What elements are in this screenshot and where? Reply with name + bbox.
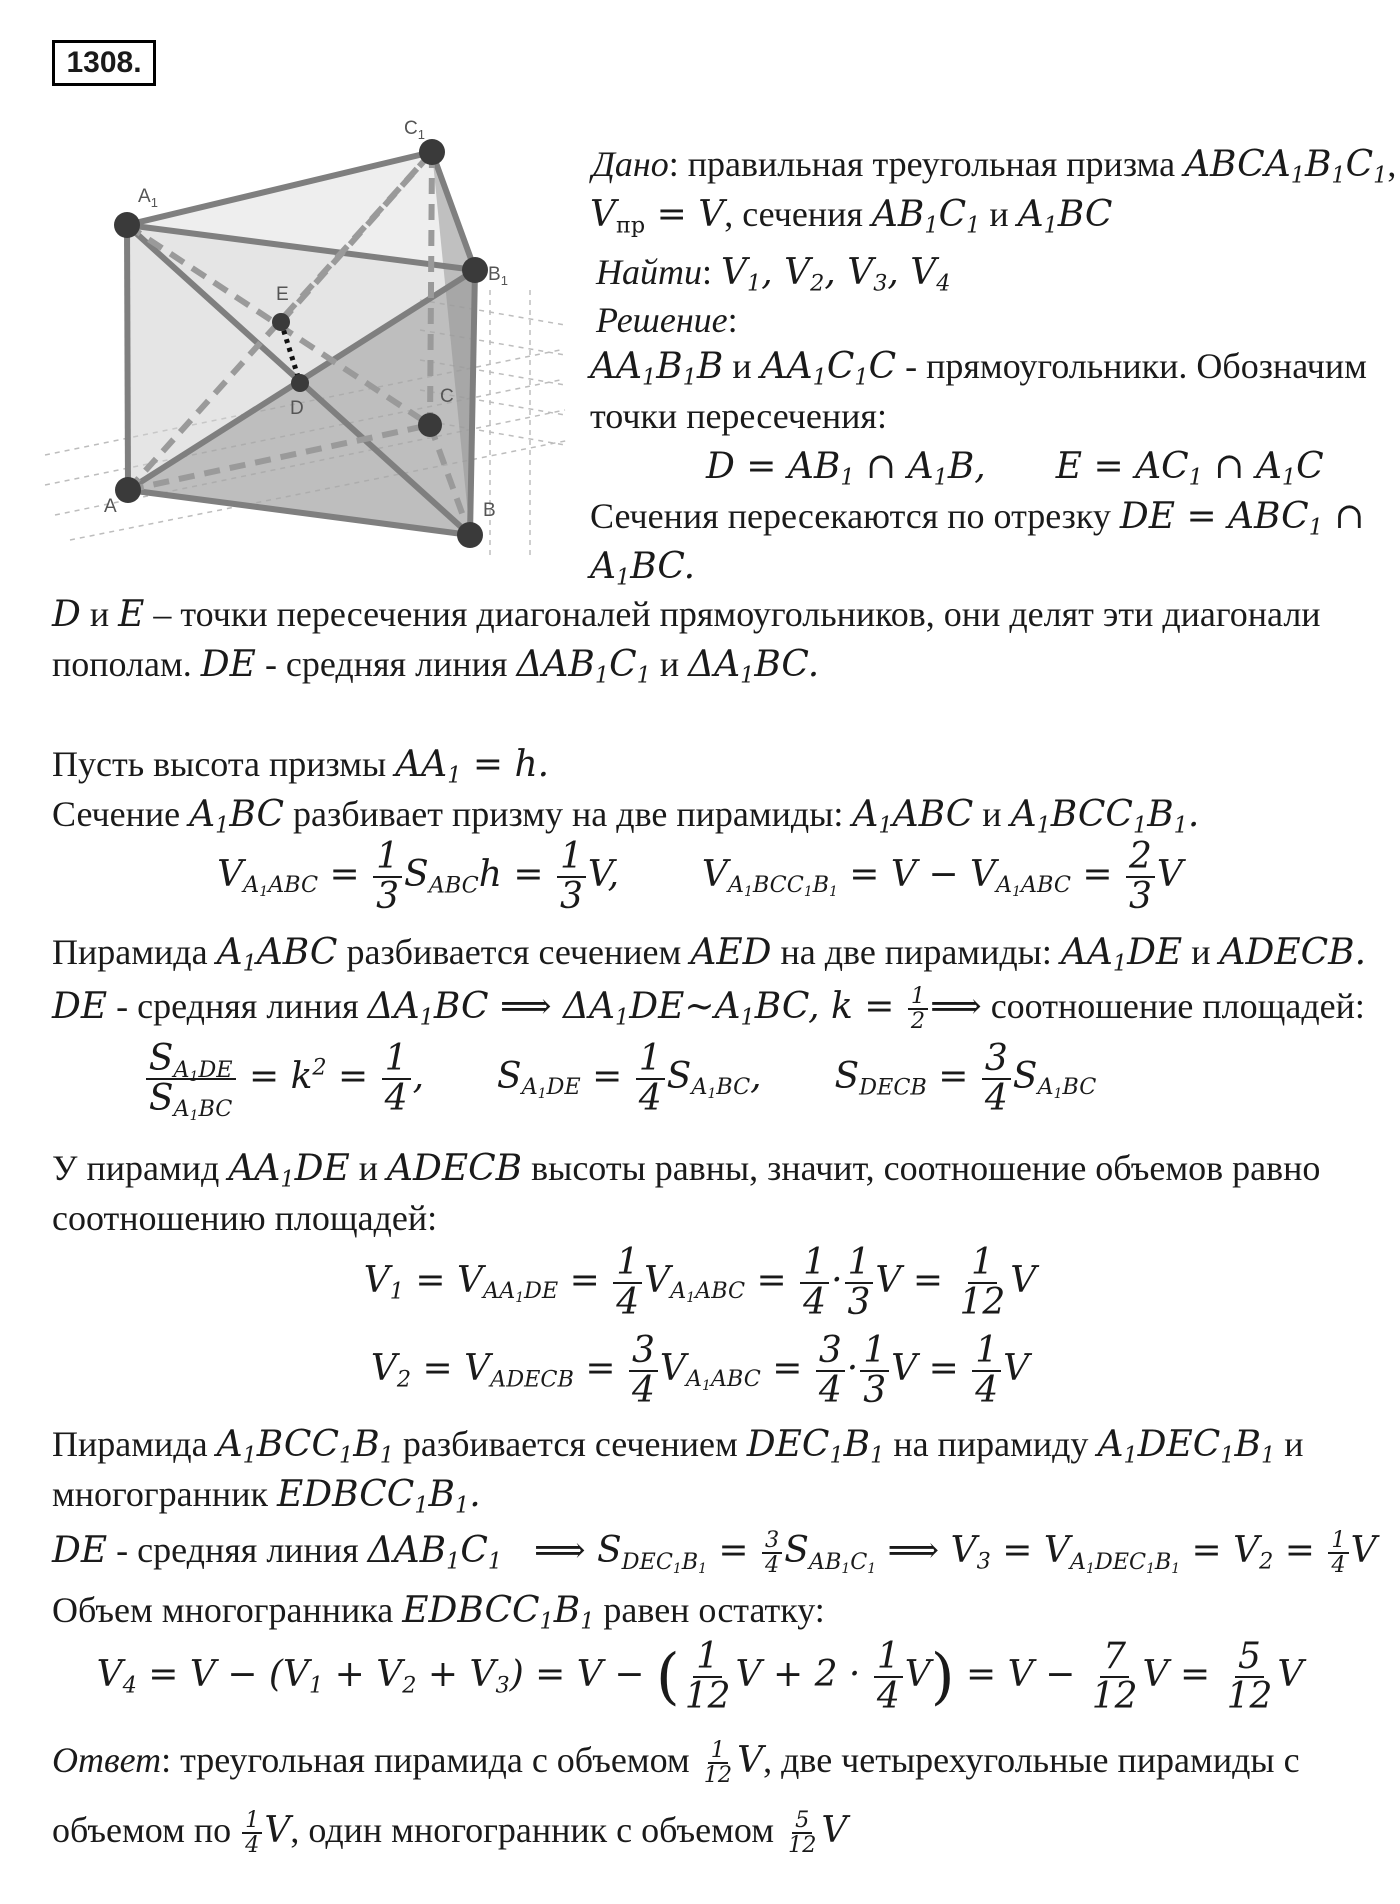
given-label: Дано	[592, 144, 669, 184]
label-a: A	[104, 496, 117, 517]
label-b1: $B_1$	[488, 264, 508, 288]
de-points-line: D и E – точки пересечения диагоналей прямоугольников, они делят эти диагонали	[52, 594, 1321, 635]
midline-line: пополам. DE - средняя линия $\Delta AB_1C_1$ и $\Delta A_1BC$.	[52, 644, 820, 689]
v2-formula: $V_2 = V_{ADECB}$ = $\frac{3}{4}$ $V_{A_1ABC}$ = $\frac{3}{4}$ · $\frac{1}{3}$ V = $\frac{1}{4}$ V	[370, 1330, 1030, 1411]
label-d: D	[290, 398, 304, 419]
v1-formula: $V_1 = V_{AA_1DE}$ = $\frac{1}{4}$ $V_{A_1ABC}$ = $\frac{1}{4}$ · $\frac{1}{3}$ V = $\frac{1}{12}$ V	[363, 1242, 1037, 1323]
ratio-areas-line: соотношению площадей:	[52, 1198, 438, 1238]
answer-line-2: объемом по $\frac{1}{4}$ V, один многогранник с объемом $\frac{5}{12}$ V	[52, 1806, 848, 1858]
given-volume-line: $V_{пр} = V$, сечения $AB_1C_1$ и $A_1BC$	[590, 194, 1113, 239]
solution-label: Решение:	[596, 300, 738, 340]
sections-intersect-cont: $A_1BC$.	[590, 546, 696, 591]
volume-rest-line: Объем многогранника $EDBCC_1B_1$ равен остатку:	[52, 1590, 825, 1635]
similarity-line: DE - средняя линия $\Delta A_1BC$ ⟹ $\Delta A_1DE\sim A_1BC$, k = $\frac{1}{2}$ ⟹ соотношение площадей:	[52, 982, 1365, 1034]
given-line: Дано: правильная треугольная призма $ABCA_1B_1C_1$,	[592, 144, 1397, 189]
label-a1: $A_1$	[138, 186, 158, 210]
answer-label: Ответ	[52, 1740, 162, 1780]
problem-number: 1308.	[52, 40, 156, 86]
points-line: точки пересечения:	[590, 396, 887, 436]
find-label: Найти	[596, 252, 702, 292]
v3-line: DE - средняя линия $\Delta AB_1C_1$ ⟹ $S_{DEC_1B_1}$ = $\frac{3}{4}$ $S_{AB_1C_1}$ ⟹ $V_3 = V_{A_1DEC_1B_1} = V_2$ = $\frac{1}{4}$ V	[52, 1526, 1377, 1578]
label-b: B	[483, 500, 496, 521]
volume-formula-1: $V_{A_1ABC}$ = $\frac{1}{3}$ $S_{ABC}h$ = $\frac{1}{3}$ V, $V_{A_1BCC_1B_1} = V - V_{A_1ABC}$ = $\frac{2}{3}$ V	[217, 836, 1183, 917]
prism-figure	[40, 100, 580, 570]
find-line: Найти: $V_1$, $V_2$, $V_3$, $V_4$	[596, 252, 951, 297]
label-e: E	[276, 284, 289, 305]
sections-intersect-line: Сечения пересекаются по отрезку DE = $ABC_1$ ∩	[590, 496, 1365, 541]
height-line: Пусть высота призмы $AA_1 = h$.	[52, 744, 550, 789]
area-ratio-formula: $\frac{S_{A_1DE}}{S_{A_1BC}}$ = $k^2$ = $\frac{1}{4}$ , $S_{A_1DE}$ = $\frac{1}{4}$ $S_{A_1BC}$, $S_{DECB}$ = $\frac{3}{4}$ $S_{A_1BC}$	[0, 1040, 1320, 1118]
pyramid2-split-line: Пирамида $A_1BCC_1B_1$ разбивается сечением $DEC_1B_1$ на пирамиду $A_1DEC_1B_1$ и	[52, 1424, 1304, 1469]
points-formula: $D = AB_1$ ∩ $A_1B$, $E = AC_1$ ∩ $A_1C$	[706, 446, 1324, 491]
pyramid-split-line: Пирамида $A_1ABC$ разбивается сечением AED на две пирамиды: $AA_1DE$ и ADECB.	[52, 932, 1367, 977]
polyhedron-line: многогранник $EDBCC_1B_1$.	[52, 1474, 481, 1519]
label-c: C	[440, 386, 454, 407]
heights-equal-line: У пирамид $AA_1DE$ и ADECB высоты равны, значит, соотношение объемов равно	[52, 1148, 1321, 1193]
section-split-line: Сечение $A_1BC$ разбивает призму на две пирамиды: $A_1ABC$ и $A_1BCC_1B_1$.	[52, 794, 1200, 839]
answer-line: Ответ: треугольная пирамида с объемом $\frac{1}{12}$ V, две четырехугольные пирамиды с	[52, 1736, 1300, 1788]
v4-formula: $V_4 = V - (V_1 + V_2 + V_3) = V$ − ( $\frac{1}{12}$ V + 2 · $\frac{1}{4}$ V) = V − $\frac{7}{12}$ V = $\frac{5}{12}$ V	[96, 1636, 1304, 1717]
rectangles-line: $AA_1B_1B$ и $AA_1C_1C$ - прямоугольники. Обозначим	[590, 346, 1367, 391]
label-c1: $C_1$	[404, 118, 425, 142]
